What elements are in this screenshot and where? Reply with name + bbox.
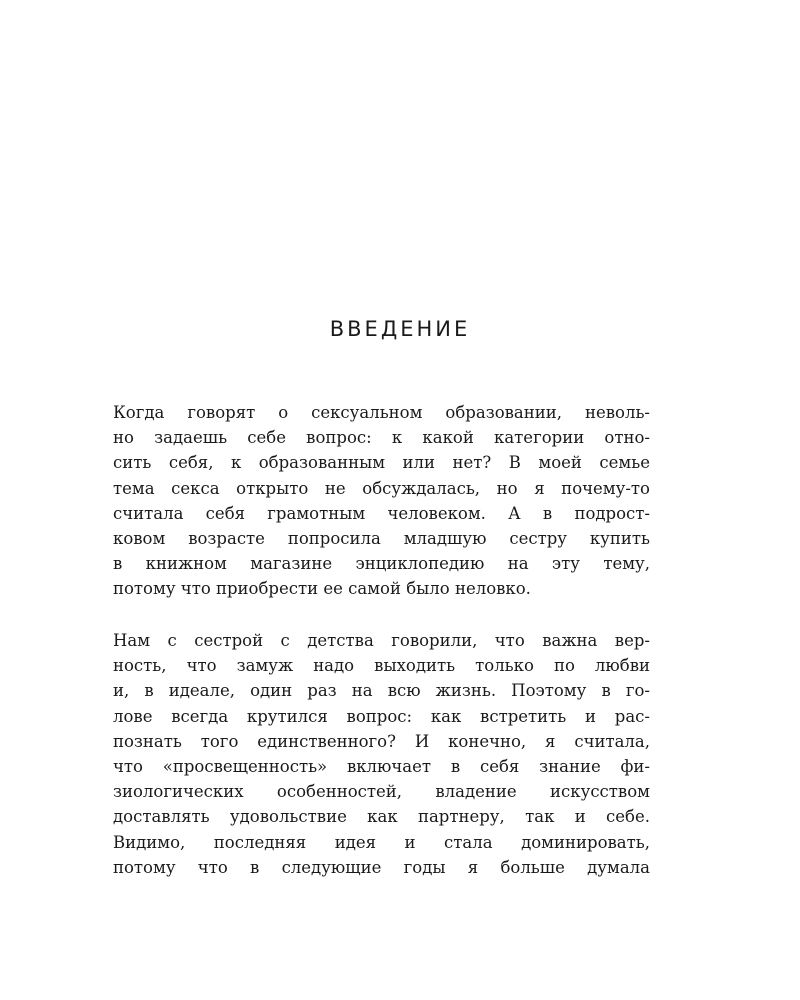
text-line: потому что в следующие годы я больше думала (113, 857, 650, 877)
text-line: познать того единственного? И конечно, я считала, (113, 731, 650, 751)
paragraph-2 (113, 628, 650, 880)
text-line: считала себя грамотным человеком. А в подрост- (113, 503, 650, 523)
text-line: Видимо, последняя идея и стала доминировать, (113, 832, 650, 852)
text-line: в книжном магазине энциклопедию на эту тему, (113, 554, 650, 574)
text-line: ковом возрасте попросила младшую сестру купить (113, 529, 650, 549)
text-line: сить себя, к образованным или нет? В моей семье (113, 453, 650, 473)
text-line: и, в идеале, один раз на всю жизнь. Поэтому в го- (113, 681, 650, 701)
text-line: но задаешь себе вопрос: к какой категории отно- (113, 428, 650, 448)
paragraph-1 (113, 400, 650, 602)
text-line: доставлять удовольствие как партнеру, так и себе. (113, 807, 650, 827)
text-line: ность, что замуж надо выходить только по любви (113, 656, 650, 676)
text-line: лове всегда крутился вопрос: как встретить и рас- (113, 706, 650, 726)
chapter-title: ВВЕДЕНИЕ (329, 317, 471, 341)
text-line: зиологических особенностей, владение искусством (113, 782, 650, 802)
text-line: что «просвещенность» включает в себя знание фи- (113, 757, 650, 777)
text-line: Когда говорят о сексуальном образовании, неволь- (113, 403, 650, 422)
text-line: тема секса открыто не обсуждалась, но я почему-то (113, 478, 650, 498)
text-line: Нам с сестрой с детства говорили, что важна вер- (113, 631, 650, 650)
text-line: потому что приобрести ее самой было неловко. (113, 579, 531, 599)
